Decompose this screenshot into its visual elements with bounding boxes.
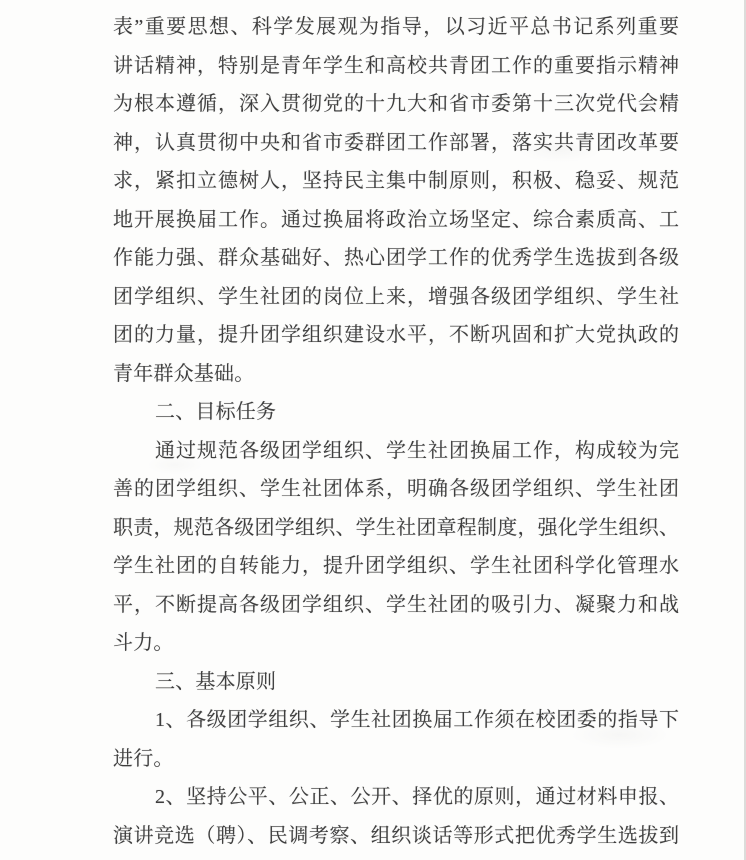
document-text-column — [113, 8, 679, 855]
section-heading-goals: 二、目标任务 — [155, 401, 277, 423]
doc-line: 求，紧扣立德树人，坚持民主集中制原则，积极、稳妥、规范 — [113, 170, 679, 192]
doc-line: 斗力。 — [113, 632, 174, 654]
doc-line: 演讲竞选（聘）、民调考察、组织谈话等形式把优秀学生选拔到 — [113, 824, 679, 847]
doc-line: 通过规范各级团学组织、学生社团换届工作，构成较为完 — [155, 439, 679, 462]
doc-line: 团学组织、学生社团的岗位上来，增强各级团学组织、学生社 — [113, 285, 679, 308]
section-heading-principles: 三、基本原则 — [155, 670, 277, 693]
doc-line: 表”重要思想、科学发展观为指导，以习近平总书记系列重要 — [113, 16, 679, 38]
doc-line: 1、各级团学组织、学生社团换届工作须在校团委的指导下 — [155, 709, 679, 731]
doc-line: 为根本遵循，深入贯彻党的十九大和省市委第十三次党代会精 — [113, 93, 679, 115]
doc-line: 进行。 — [113, 747, 174, 770]
doc-line: 讲话精神，特别是青年学生和高校共青团工作的重要指示精神 — [113, 54, 679, 77]
doc-line: 学生社团的自转能力，提升团学组织、学生社团科学化管理水 — [113, 555, 679, 577]
doc-line: 地开展换届工作。通过换届将政治立场坚定、综合素质高、工 — [113, 208, 679, 231]
doc-line: 平，不断提高各级团学组织、学生社团的吸引力、凝聚力和战 — [113, 593, 679, 616]
doc-line: 善的团学组织、学生社团体系，明确各级团学组织、学生社团 — [113, 478, 679, 500]
doc-line: 职责，规范各级团学组织、学生社团章程制度，强化学生组织、 — [113, 516, 679, 539]
doc-line: 团的力量，提升团学组织建设水平，不断巩固和扩大党执政的 — [113, 324, 679, 346]
doc-line: 2、坚持公平、公正、公开、择优的原则，通过材料申报、 — [155, 786, 679, 808]
doc-line: 神，认真贯彻中央和省市委群团工作部署，落实共青团改革要 — [113, 131, 679, 154]
doc-line: 青年群众基础。 — [113, 362, 255, 385]
doc-line: 作能力强、群众基础好、热心团学工作的优秀学生选拔到各级 — [113, 247, 679, 269]
